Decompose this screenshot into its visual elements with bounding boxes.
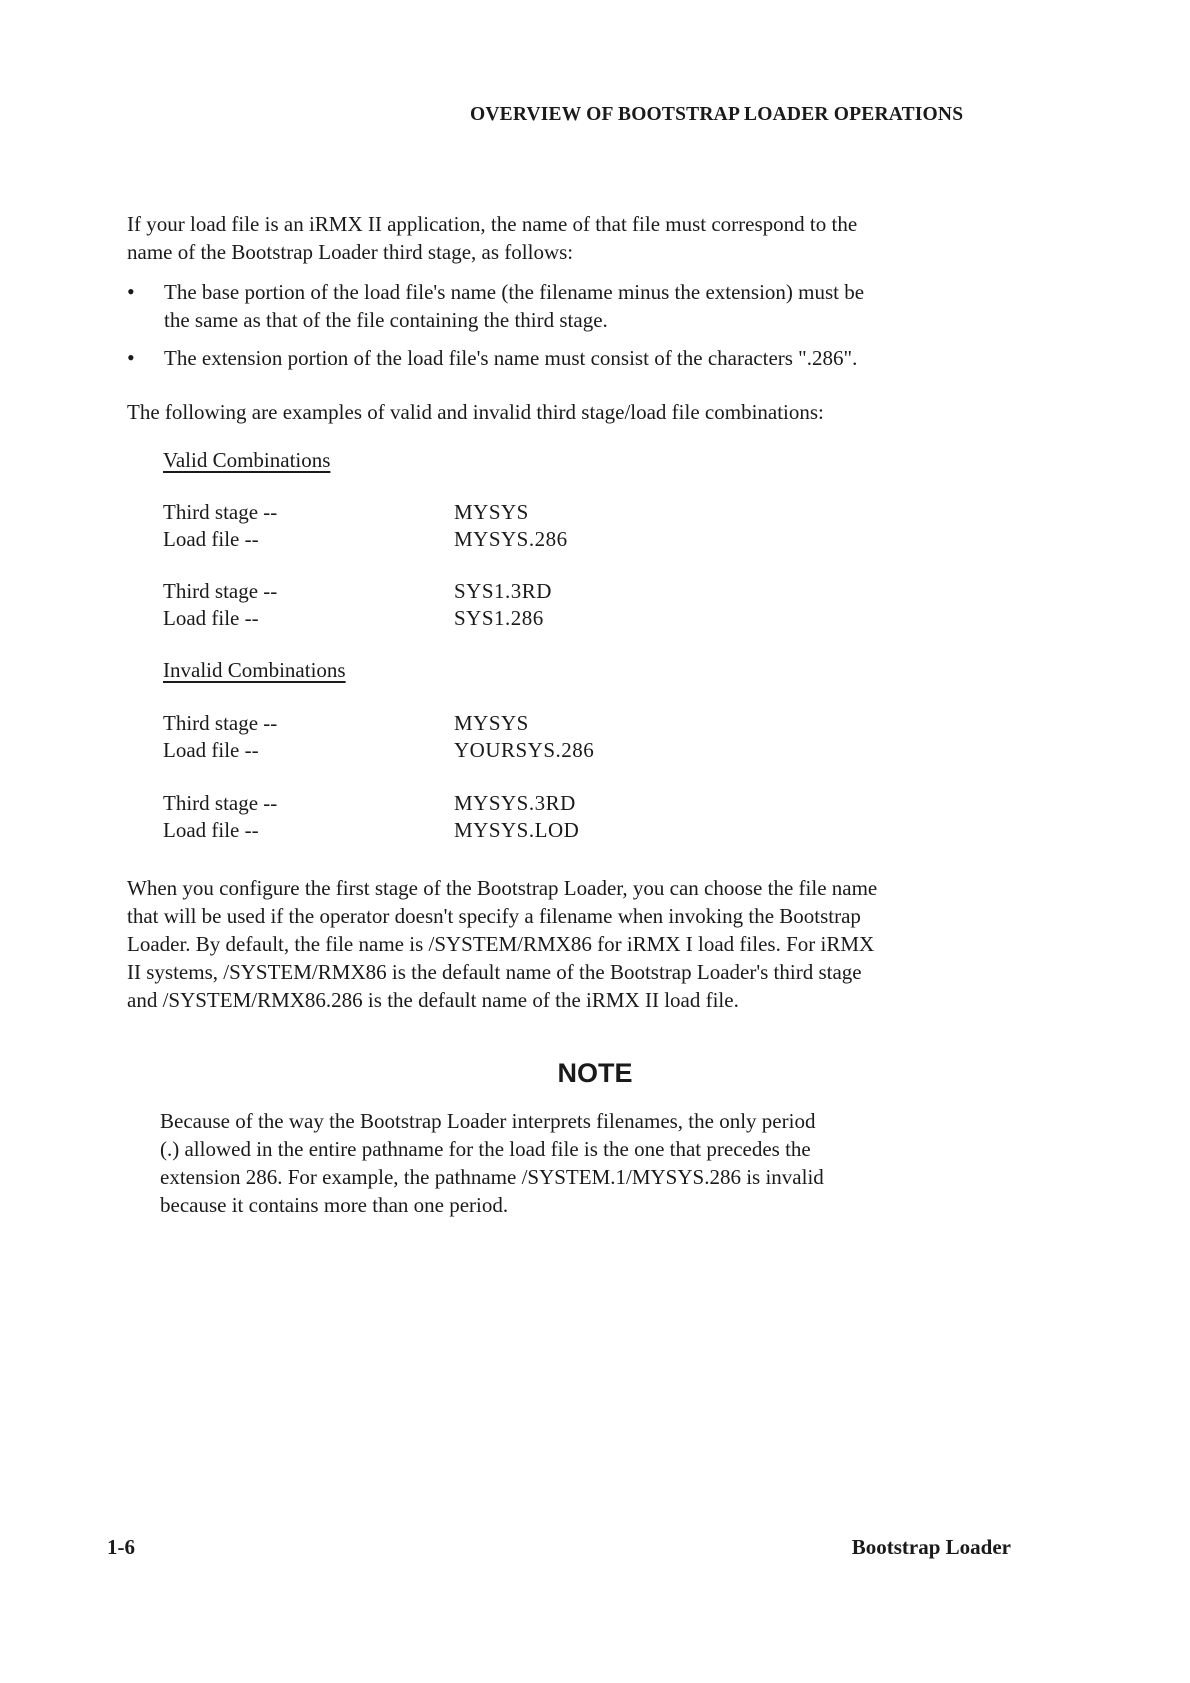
config-line-5: and /SYSTEM/RMX86.286 is the default name of the iRMX II load file.	[127, 988, 739, 1012]
invalid-1-load-label: Load file --	[163, 738, 259, 762]
note-line-2: (.) allowed in the entire pathname for the load file is the one that precedes the	[160, 1137, 811, 1161]
bullet-item-1	[127, 278, 1007, 334]
note-line-1: Because of the way the Bootstrap Loader interprets filenames, the only period	[160, 1109, 816, 1133]
valid-2-load-label: Load file --	[163, 606, 259, 630]
invalid-combinations-heading: Invalid Combinations	[163, 658, 346, 682]
invalid-2-third-label: Third stage --	[163, 791, 278, 815]
invalid-1-load-value: YOURSYS.286	[454, 738, 595, 762]
config-paragraph	[127, 874, 1007, 1014]
invalid-2-load-value: MYSYS.LOD	[454, 818, 580, 842]
invalid-2-load-label: Load file --	[163, 818, 259, 842]
invalid-1-third-value: MYSYS	[454, 711, 529, 735]
valid-1-load-label: Load file --	[163, 527, 259, 551]
bullet-icon: •	[127, 345, 135, 370]
valid-2-load-value: SYS1.286	[454, 606, 544, 630]
config-line-1: When you configure the first stage of the Bootstrap Loader, you can choose the file name	[127, 876, 878, 900]
config-line-2: that will be used if the operator doesn't specify a filename when invoking the Bootstrap	[127, 904, 861, 928]
valid-1-third-value: MYSYS	[454, 500, 529, 524]
note-line-4: because it contains more than one period.	[160, 1193, 509, 1217]
bullet-1-line-2: the same as that of the file containing the third stage.	[164, 308, 608, 332]
footer-section-title: Bootstrap Loader	[851, 1535, 1011, 1559]
footer-page-number: 1-6	[107, 1535, 135, 1559]
valid-combinations-heading: Valid Combinations	[163, 448, 331, 472]
note-body	[160, 1107, 920, 1219]
valid-1-third-label: Third stage --	[163, 500, 278, 524]
valid-1-load-value: MYSYS.286	[454, 527, 568, 551]
bullet-1-line-1: The base portion of the load file's name (the filename minus the extension) must be	[164, 280, 865, 304]
bullet-2-line-1: The extension portion of the load file's name must consist of the characters ".286".	[164, 346, 858, 370]
bullet-icon: •	[127, 279, 135, 304]
intro-line-1: If your load file is an iRMX II application, the name of that file must correspond to the	[127, 212, 858, 236]
invalid-2-third-value: MYSYS.3RD	[454, 791, 576, 815]
note-line-3: extension 286. For example, the pathname /SYSTEM.1/MYSYS.286 is invalid	[160, 1165, 824, 1189]
invalid-1-third-label: Third stage --	[163, 711, 278, 735]
bullet-item-2	[127, 344, 1007, 372]
config-line-4: II systems, /SYSTEM/RMX86 is the default name of the Bootstrap Loader's third stage	[127, 960, 862, 984]
intro-line-2: name of the Bootstrap Loader third stage, as follows:	[127, 240, 574, 264]
page-header-title: OVERVIEW OF BOOTSTRAP LOADER OPERATIONS	[470, 104, 964, 125]
config-line-3: Loader. By default, the file name is /SYSTEM/RMX86 for iRMX I load files. For iRMX	[127, 932, 875, 956]
examples-intro: The following are examples of valid and invalid third stage/load file combinations:	[127, 400, 824, 424]
note-title: NOTE	[557, 1058, 633, 1088]
valid-2-third-value: SYS1.3RD	[454, 579, 552, 603]
valid-2-third-label: Third stage --	[163, 579, 278, 603]
intro-paragraph	[127, 210, 1007, 266]
